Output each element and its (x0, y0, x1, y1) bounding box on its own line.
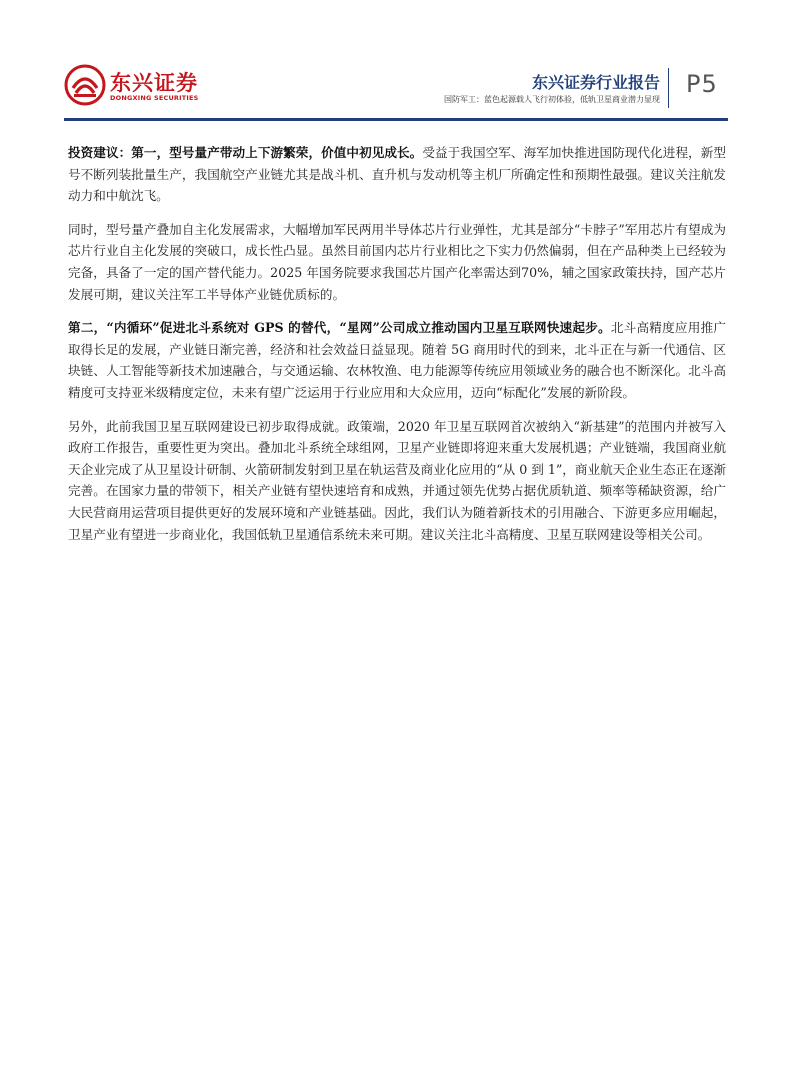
report-title: 东兴证券行业报告 (531, 73, 660, 92)
paragraph-semiconductor (68, 219, 726, 305)
report-body (68, 142, 726, 557)
paragraph-lead: 投资建议：第一，型号量产带动上下游繁荣，价值中初见成长。 (68, 145, 423, 160)
paragraph-lead: 第二，“内循环”促进北斗系统对 GPS 的替代，“星网”公司成立推动国内卫星互联网快速起步。 (68, 320, 611, 336)
paragraph-satellite-internet (68, 416, 726, 546)
paragraph-text: 受益于我国空军、海军加快推进国防现代化进程，新型号不断列装批量生产，我国航空产业链尤其是战斗机、直升机与发动机等主机厂所确定性和预期性最强。建议关注航发动力和中航沈飞。 (68, 145, 727, 204)
paragraph-text: 同时，型号量产叠加自主化发展需求，大幅增加军民两用半导体芯片行业弹性，尤其是部分“卡脖子”军用芯片有望成为芯片行业自主化发展的突破口，成长性凸显。虽然目前国内芯片行业相比之下实力仍然偏弱，但在产品种类上已经较为完备，具备了一定的国产替代能力。2025 年国务院要求我国芯片国产化率需达到70%，辅之国家政策扶持，国产芯片发展可期，建议关注军工半导体产业链优质标的。 (68, 221, 726, 302)
paragraph-beidou (68, 317, 726, 403)
logo-subtext: DONGXING SECURITIES (110, 94, 199, 102)
company-logo (64, 64, 199, 108)
page-number: P5 (686, 70, 718, 98)
dongxing-logo-icon (64, 64, 106, 106)
report-subtitle: 国防军工：蓝色起源载人飞行初体验，低轨卫星商业潜力显现 (444, 95, 660, 104)
header-rule (64, 118, 728, 121)
paragraph-text: 另外，此前我国卫星互联网建设已初步取得成就。政策端，2020 年卫星互联网首次被纳入“新基建”的范围内并被写入政府工作报告，重要性更为突出。叠加北斗系统全球组网，卫星产业链即将迎来重大发展机遇；产业链端，我国商业航天企业完成了从卫星设计研制、火箭研制发射到卫星在轨运营及商业化应用的“从 0 到 1”，商业航天企业生态正在逐渐完善。在国家力量的带领下，相关产业链有望快速培育和成熟，并通过领先优势占据优质轨道、频率等稀缺资源，给广大民营商用运营项目提供更好的发展环境和产业链基础。因此，我们认为随着新技术的引用融合、下游更多应用崛起，卫星产业有望进一步商业化，我国低轨卫星通信系统未来可期。建议关注北斗高精度、卫星互联网建设等相关公司。 (68, 418, 727, 542)
page-header (64, 62, 728, 120)
header-divider (668, 68, 669, 108)
paragraph-investment-advice (68, 142, 726, 207)
paragraph-text: 北斗高精度应用推广取得长足的发展，产业链日渐完善，经济和社会效益日益显现。随着 5G 商用时代的到来，北斗正在与新一代通信、区块链、人工智能等新技术加速融合，与交通运输、农林牧渔、电力能源等传统应用领域业务的融合也不断深化。北斗高精度可支持亚米级精度定位，未来有望广泛运用于行业应用和大众应用，迈向“标配化”发展的新阶段。 (68, 320, 726, 400)
logo-text: 东兴证券 (110, 71, 198, 95)
